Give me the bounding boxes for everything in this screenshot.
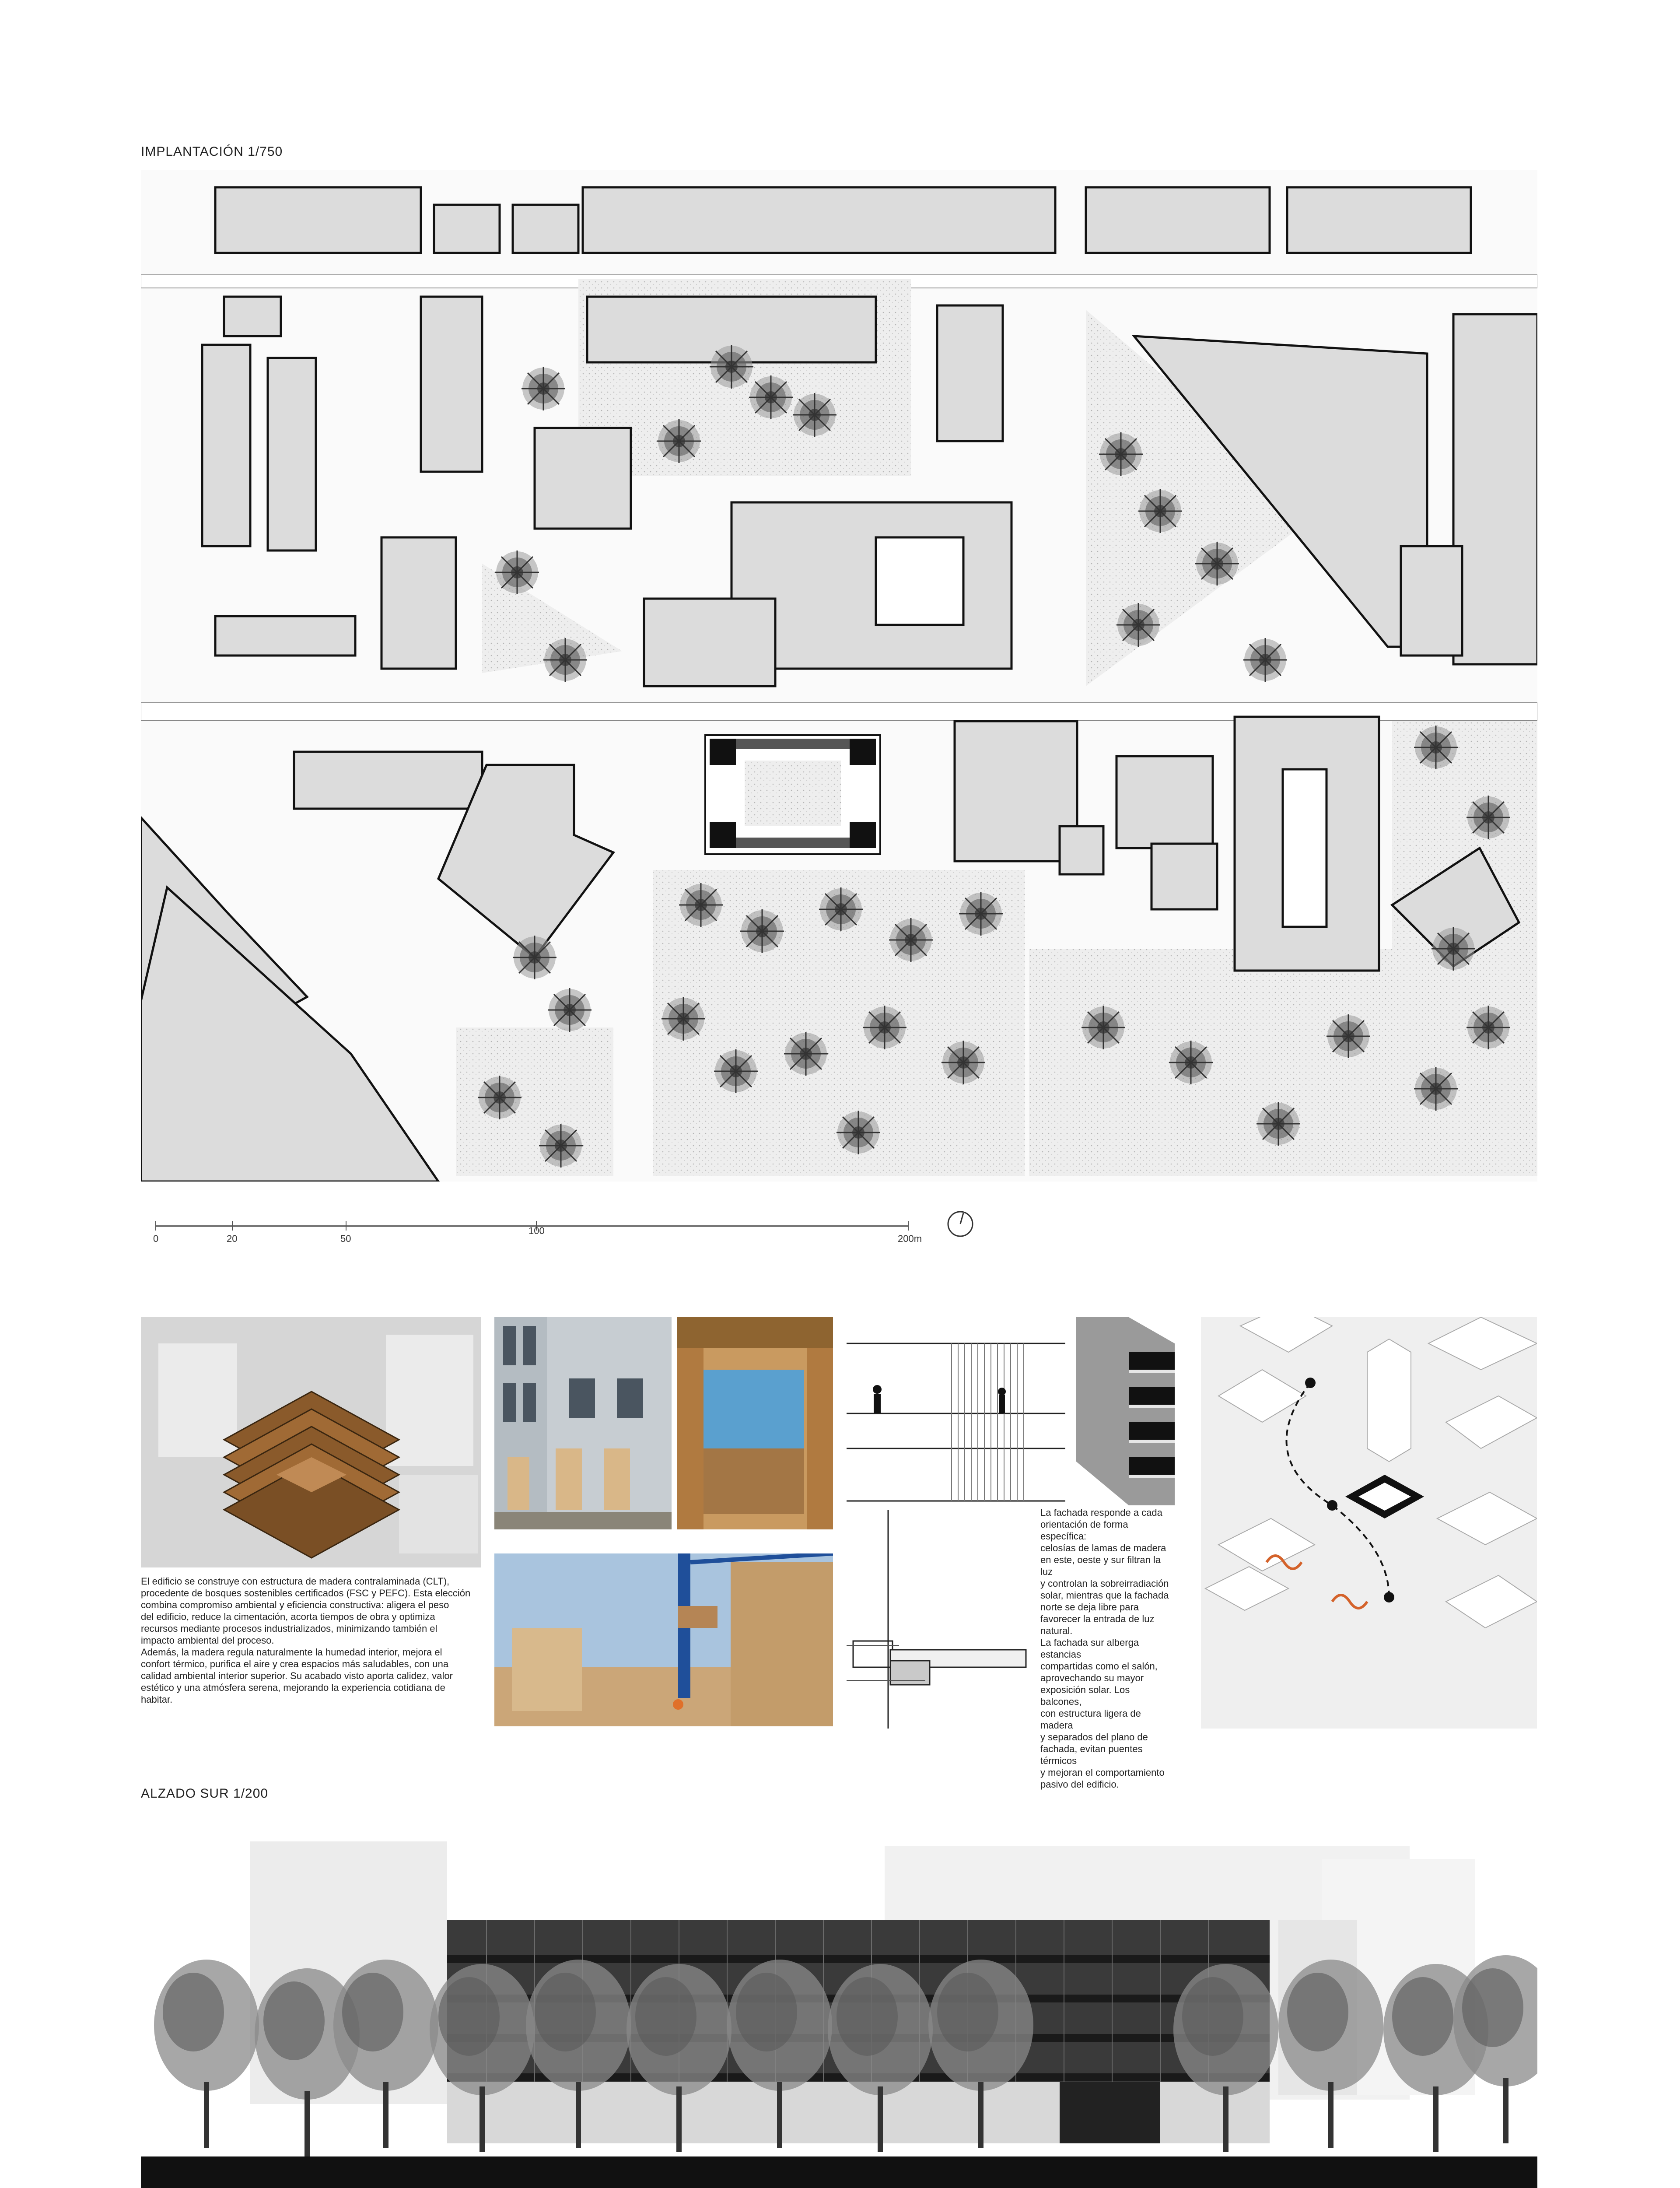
site-plan-title: IMPLANTACIÓN 1/750 xyxy=(141,144,283,159)
project-building-plan xyxy=(705,735,880,854)
elevation-title: ALZADO SUR 1/200 xyxy=(141,1786,269,1801)
scale-label-200m: 200m xyxy=(898,1233,922,1244)
construction-photo-drawing xyxy=(494,1553,833,1726)
urban-axonometric-drawing xyxy=(1201,1317,1537,1729)
scale-label-0: 0 xyxy=(153,1233,159,1244)
facade-section-elevation xyxy=(847,1317,1065,1505)
scale-label-20: 20 xyxy=(227,1233,238,1244)
construction-photo xyxy=(494,1553,833,1726)
site-plan-map xyxy=(141,170,1537,1182)
facade-text: La fachada responde a cada orientación de forma específica: celosías de lamas de madera en este, oeste y sur filtran la luz y controlan la sobreirradiación solar, mientras que la fachada norte se deja libre para favorecer la entrada de luz natural. La fachada sur alberga estancias compartidas como el salón, aprovechando su mayor exposición solar. Los balcones, con estructura ligera de madera y separados del plano de fachada, evitan puentes térmicos y mejoran el comportamiento pasivo del edificio. xyxy=(1040,1507,1169,1790)
facade-photo-drawing xyxy=(494,1317,672,1529)
south-elevation xyxy=(141,1811,1537,2188)
structure-text: El edificio se construye con estructura de madera contralaminada (CLT), procedente de bosques sostenibles certificados (FSC y PEFC). Esta elección combina compromiso ambiental y eficiencia constructiva: aligera el peso del edificio, reduce la cimentación, acorta tiempos de obra y optimiza recursos mediante procesos industrializados, minimizando también el impacto ambiental del proceso. Además, la madera regula naturalmente la humedad interior, mejora el confort térmico, purifica el aire y crea espacios más saludables, con una calidad ambiental interior superior. Su acabado visto aporta calidez, valor estético y una atmósfera serena, mejorando la experiencia cotidiana de habitar. xyxy=(141,1576,471,1705)
interior-photo-drawing xyxy=(677,1317,833,1529)
facade-section-drawing xyxy=(847,1317,1065,1505)
scale-label-50: 50 xyxy=(340,1233,351,1244)
urban-axonometric-diagram xyxy=(1201,1317,1537,1729)
facade-axonometric-drawing xyxy=(1076,1317,1175,1505)
north-arrow-icon xyxy=(945,1209,976,1239)
construction-detail-drawing xyxy=(847,1510,1030,1729)
interior-photo xyxy=(677,1317,833,1529)
clt-render xyxy=(141,1317,481,1567)
site-plan-drawing xyxy=(141,170,1537,1182)
facade-photo xyxy=(494,1317,672,1529)
scale-label-100: 100 xyxy=(528,1225,545,1236)
south-elevation-drawing xyxy=(141,1811,1537,2188)
clt-render-drawing xyxy=(141,1317,481,1567)
construction-detail xyxy=(847,1510,1030,1729)
facade-axonometric xyxy=(1076,1317,1175,1505)
